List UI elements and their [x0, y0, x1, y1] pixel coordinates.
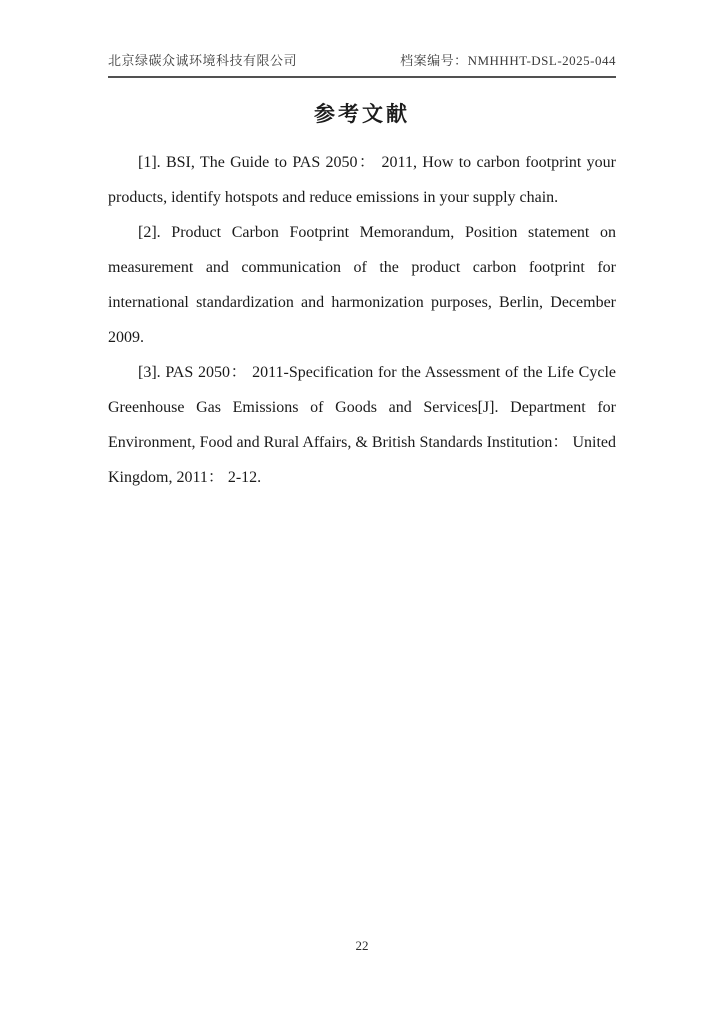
reference-list	[108, 145, 616, 495]
page-content	[108, 0, 616, 495]
page-title: 参考文献	[314, 102, 410, 126]
archive-number-label: 档案编号：	[400, 53, 468, 68]
header-archive-number	[400, 50, 616, 69]
page-header	[108, 0, 616, 78]
reference-entry-1: [1]. BSI, The Guide to PAS 2050： 2011, How to carbon footprint your products, identify hotspots and reduce emissions in your supply chain.	[108, 154, 616, 206]
page-number: 22	[355, 938, 369, 953]
header-company-name: 北京绿碳众诚环境科技有限公司	[108, 53, 298, 68]
archive-number-value: NMHHHT-DSL-2025-044	[467, 53, 616, 68]
reference-entry-2: [2]. Product Carbon Footprint Memorandum, Position statement on measurement and communication of the product carbon footprint for international standardization and harmonization purposes, Berlin, December 2009.	[108, 224, 616, 346]
reference-entry-3: [3]. PAS 2050： 2011-Specification for the Assessment of the Life Cycle Greenhouse Gas Emissions of Goods and Services[J]. Department for Environment, Food and Rural Affairs, & British Standards Institution： United Kingdom, 2011： 2-12.	[108, 364, 616, 486]
